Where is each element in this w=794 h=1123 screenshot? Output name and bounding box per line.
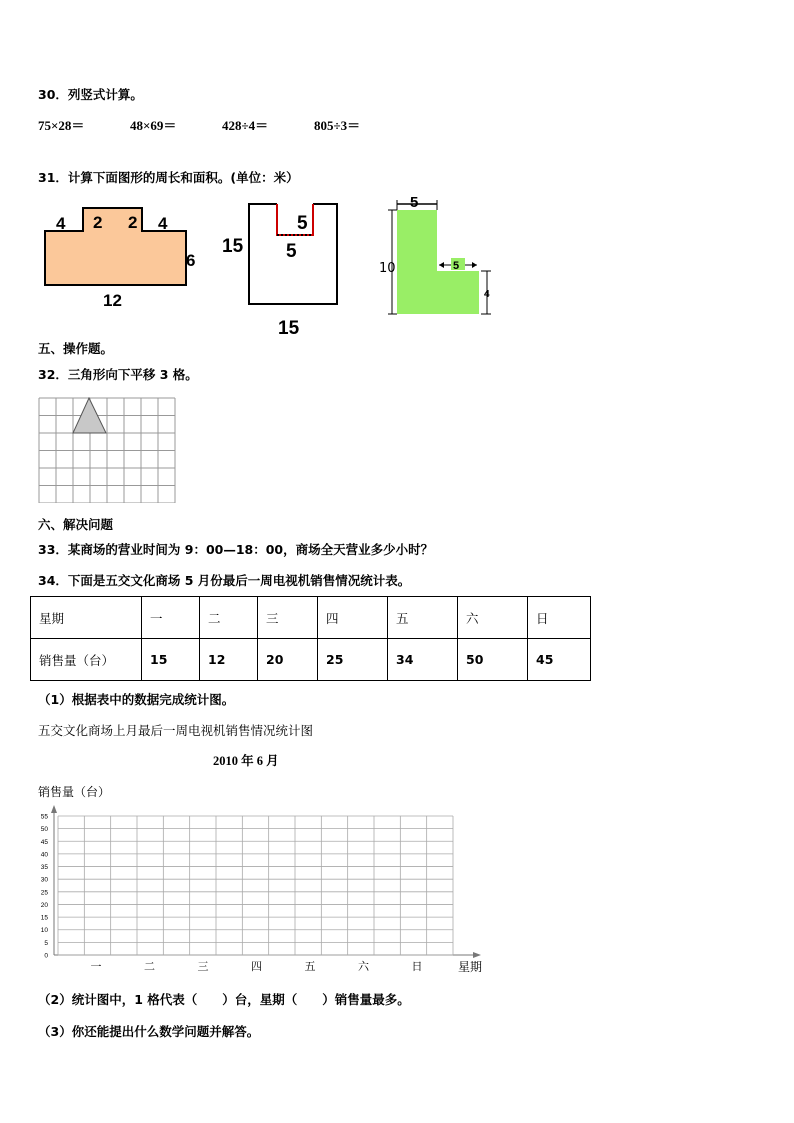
q34-part-2: （2）统计图中，1 格代表（ ）台，星期（ ）销售量最多。 [38,992,410,1007]
x-category-label: 三 [197,961,209,973]
x-axis-arrow [473,952,481,958]
x-category-label: 一 [90,961,102,973]
q31-title: 31．计算下面图形的周长和面积。(单位：米） [38,170,299,185]
y-tick-label: 20 [40,901,48,909]
sales-table [30,596,591,681]
x-category-label: 二 [144,961,155,973]
y-tick-label: 40 [40,851,48,859]
figure-2-notch [277,204,313,235]
table-header-sales: 销售量（台） [31,639,142,681]
y-tick-label: 55 [40,813,48,821]
q34-part-1: （1）根据表中的数据完成统计图。 [38,692,235,707]
fig1-label-2-left: 2 [93,213,103,232]
x-category-label: 日 [411,961,423,973]
q32-title: 32．三角形向下平移 3 格。 [38,367,198,382]
fig3-label-4: 4 [484,289,490,300]
table-cell-value: 20 [258,639,318,681]
calc-item-1: 75×28＝ [38,118,85,133]
q30-title: 30．列竖式计算。 [38,87,143,102]
fig3-label-10: 10 [379,261,396,276]
y-tick-label: 15 [40,914,48,922]
table-row-sales [31,639,591,681]
fig1-label-4-left: 4 [56,214,66,233]
table-cell-value: 50 [458,639,528,681]
fig2-label-15-bottom: 15 [278,318,300,339]
table-cell-value: 45 [528,639,591,681]
figure-1-shape [40,200,200,310]
fig1-label-6: 6 [186,251,196,270]
sales-chart [30,780,500,980]
fig2-label-5-bottom: 5 [286,241,297,262]
calc-item-3: 428÷4＝ [222,118,269,133]
translation-grid [38,397,176,503]
table-cell-value: 34 [388,639,458,681]
fig3-label-5-inner: 5 [453,260,460,272]
table-cell-value: 12 [200,639,258,681]
fig2-label-5-top: 5 [297,213,308,234]
q34-part-3: （3）你还能提出什么数学问题并解答。 [38,1024,260,1039]
figure-2-shape [218,200,348,340]
y-tick-label: 0 [44,952,48,960]
fig3-label-5-top: 5 [410,194,419,211]
y-tick-label: 25 [40,889,48,897]
y-tick-label: 35 [40,864,48,872]
x-category-label: 四 [251,961,262,973]
fig1-label-2-right: 2 [128,213,138,232]
y-tick-label: 5 [44,939,48,947]
table-cell-value: 25 [318,639,388,681]
y-axis-arrow [51,805,57,813]
table-cell-value: 15 [142,639,200,681]
chart-xlabel: 星期 [458,960,483,974]
fig1-label-4-right: 4 [158,214,168,233]
y-tick-label: 50 [40,826,48,834]
section-6-title: 六、解决问题 [38,517,114,532]
table-cell-day: 五 [388,597,458,639]
chart-title: 五交文化商场上月最后一周电视机销售情况统计图 [38,723,314,738]
y-tick-label: 45 [40,838,48,846]
y-tick-label: 30 [40,876,48,884]
x-category-label: 五 [304,961,316,973]
x-category-label: 六 [358,961,369,973]
table-cell-day: 一 [142,597,200,639]
table-cell-day: 三 [258,597,318,639]
table-cell-day: 日 [528,597,591,639]
table-header-weekday: 星期 [31,597,142,639]
chart-date: 2010 年 6 月 [213,754,279,768]
table-cell-day: 四 [318,597,388,639]
table-cell-day: 六 [458,597,528,639]
q33-title: 33．某商场的营业时间为 9：00—18：00，商场全天营业多少小时？ [38,542,434,557]
chart-ylabel: 销售量（台） [38,785,111,799]
y-tick-label: 10 [40,927,48,935]
calc-item-4: 805÷3＝ [314,118,361,133]
section-5-title: 五、操作题。 [38,341,114,356]
fig1-label-12: 12 [103,291,122,310]
fig2-label-15-left: 15 [222,236,244,257]
q34-title: 34．下面是五交文化商场 5 月份最后一周电视机销售情况统计表。 [38,573,411,588]
table-row-days [31,597,591,639]
table-cell-day: 二 [200,597,258,639]
figure-3-shape [375,190,505,320]
calc-item-2: 48×69＝ [130,118,177,133]
figure-3-polygon [397,210,479,314]
